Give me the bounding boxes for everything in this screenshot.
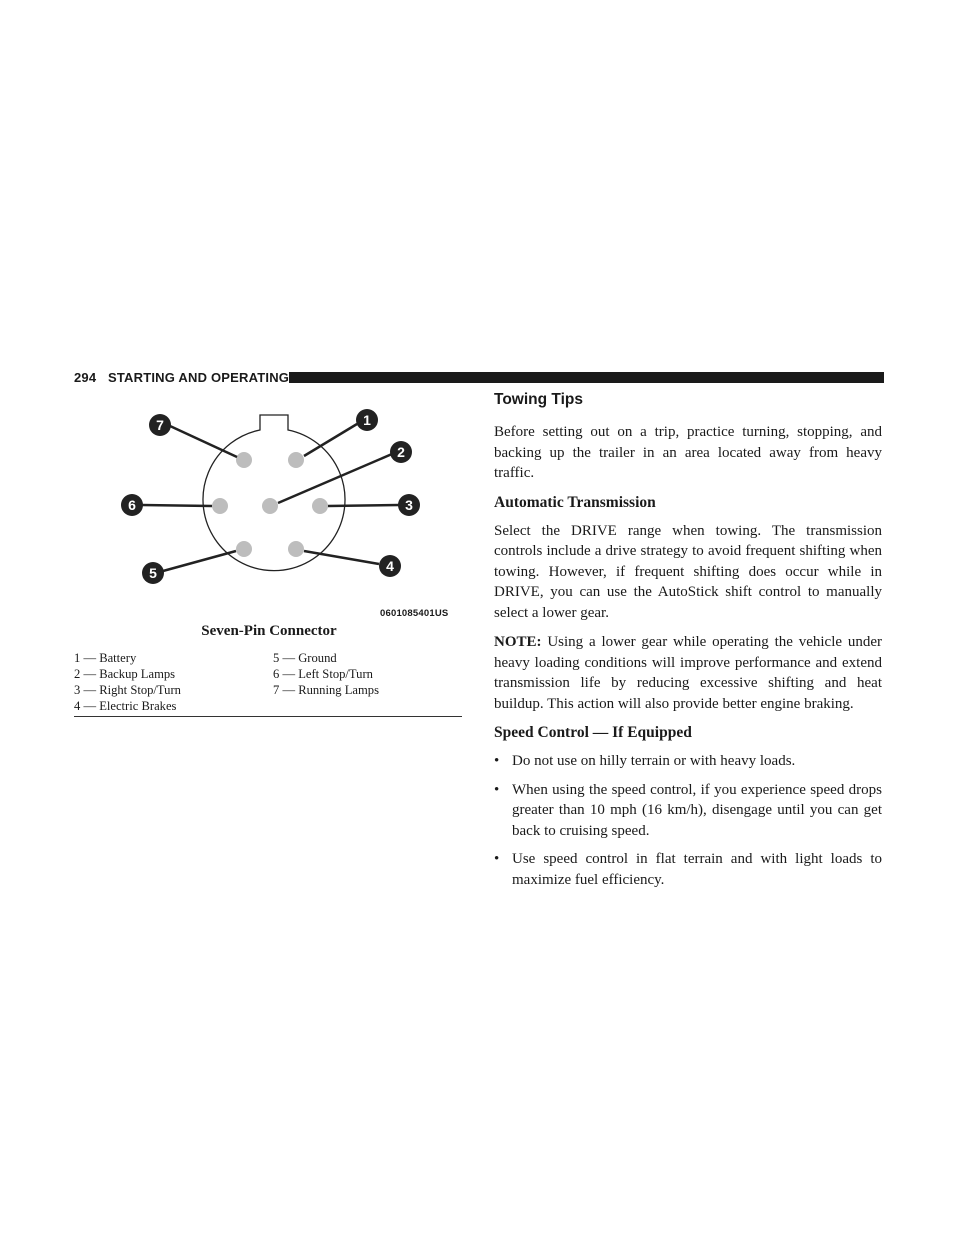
svg-text:4: 4: [386, 558, 394, 574]
legend-item: 5 — Ground: [273, 651, 337, 665]
page-number: 294: [74, 370, 97, 385]
figure-caption: Seven-Pin Connector: [201, 623, 337, 639]
figure-code: 0601085401US: [380, 608, 449, 619]
legend-left-column: [74, 650, 181, 714]
pin-4-socket: [288, 541, 304, 557]
automatic-transmission-heading: Automatic Transmission: [494, 493, 656, 511]
callout-5: [142, 562, 164, 584]
callout-1: [356, 409, 378, 431]
pin-6-socket: [212, 498, 228, 514]
callout-3: [398, 494, 420, 516]
legend-item: 6 — Left Stop/Turn: [273, 667, 373, 681]
content-column: [494, 390, 882, 898]
callout-7: [149, 414, 171, 436]
pin-7-socket: [236, 452, 252, 468]
legend-right-column: [273, 650, 379, 698]
callout-4: [379, 555, 401, 577]
legend-item: 1 — Battery: [74, 651, 137, 665]
pin-1-socket: [288, 452, 304, 468]
pin-5-socket: [236, 541, 252, 557]
svg-text:7: 7: [156, 417, 164, 433]
leader-3: [328, 505, 399, 506]
callout-2: [390, 441, 412, 463]
automatic-transmission-paragraph: Select the DRIVE range when towing. The transmission controls include a drive strategy to avoid frequent shifting when towing. However, if frequent shifting does occur while in DRIVE, you can use the AutoStick shift control to manually select a lower gear.: [494, 522, 882, 621]
pin-3-socket: [312, 498, 328, 514]
connector-figure: [74, 400, 464, 618]
note-label: NOTE:: [494, 634, 542, 650]
header-rule: [289, 372, 884, 383]
svg-text:1: 1: [363, 412, 371, 428]
legend-rule: [74, 716, 462, 717]
leader-5: [163, 551, 236, 571]
note-text: Using a lower gear while operating the vehicle under heavy loading conditions will improve performance and extend transmission life by reducing excessive shifting and heat buildup. This action will also provide better engine braking.: [494, 634, 883, 712]
list-item: • Do not use on hilly terrain or with heavy loads.: [494, 751, 882, 772]
svg-text:3: 3: [405, 497, 413, 513]
svg-text:6: 6: [128, 497, 136, 513]
speed-control-list: [494, 751, 882, 890]
pin-2-socket: [262, 498, 278, 514]
callout-6: [121, 494, 143, 516]
svg-text:2: 2: [397, 444, 405, 460]
intro-paragraph: Before setting out on a trip, practice turning, stopping, and backing up the trailer in an area located away from heavy traffic.: [494, 424, 882, 481]
legend-item: 4 — Electric Brakes: [74, 699, 177, 713]
list-item: • Use speed control in flat terrain and with light loads to maximize fuel efficiency.: [494, 851, 882, 888]
legend-item: 7 — Running Lamps: [273, 683, 379, 697]
speed-control-heading: Speed Control — If Equipped: [494, 724, 692, 741]
legend-item: 3 — Right Stop/Turn: [74, 683, 181, 697]
towing-tips-heading: Towing Tips: [494, 391, 583, 408]
bullet: •: [494, 851, 500, 867]
leader-6: [142, 505, 212, 506]
connector-outline: [203, 415, 345, 571]
list-item: • When using the speed control, if you experience speed drops greater than 10 mph (16 km/h), disengage until you can get back to cruising speed.: [494, 781, 882, 839]
bullet: •: [494, 781, 500, 798]
legend-item: 2 — Backup Lamps: [74, 667, 176, 681]
note-paragraph: [494, 632, 882, 714]
section-title: STARTING AND OPERATING: [108, 370, 290, 385]
page-header: [74, 371, 884, 385]
svg-text:5: 5: [149, 565, 157, 581]
bullet: •: [494, 753, 500, 769]
leader-7: [170, 426, 237, 457]
connector-diagram: [74, 400, 464, 618]
